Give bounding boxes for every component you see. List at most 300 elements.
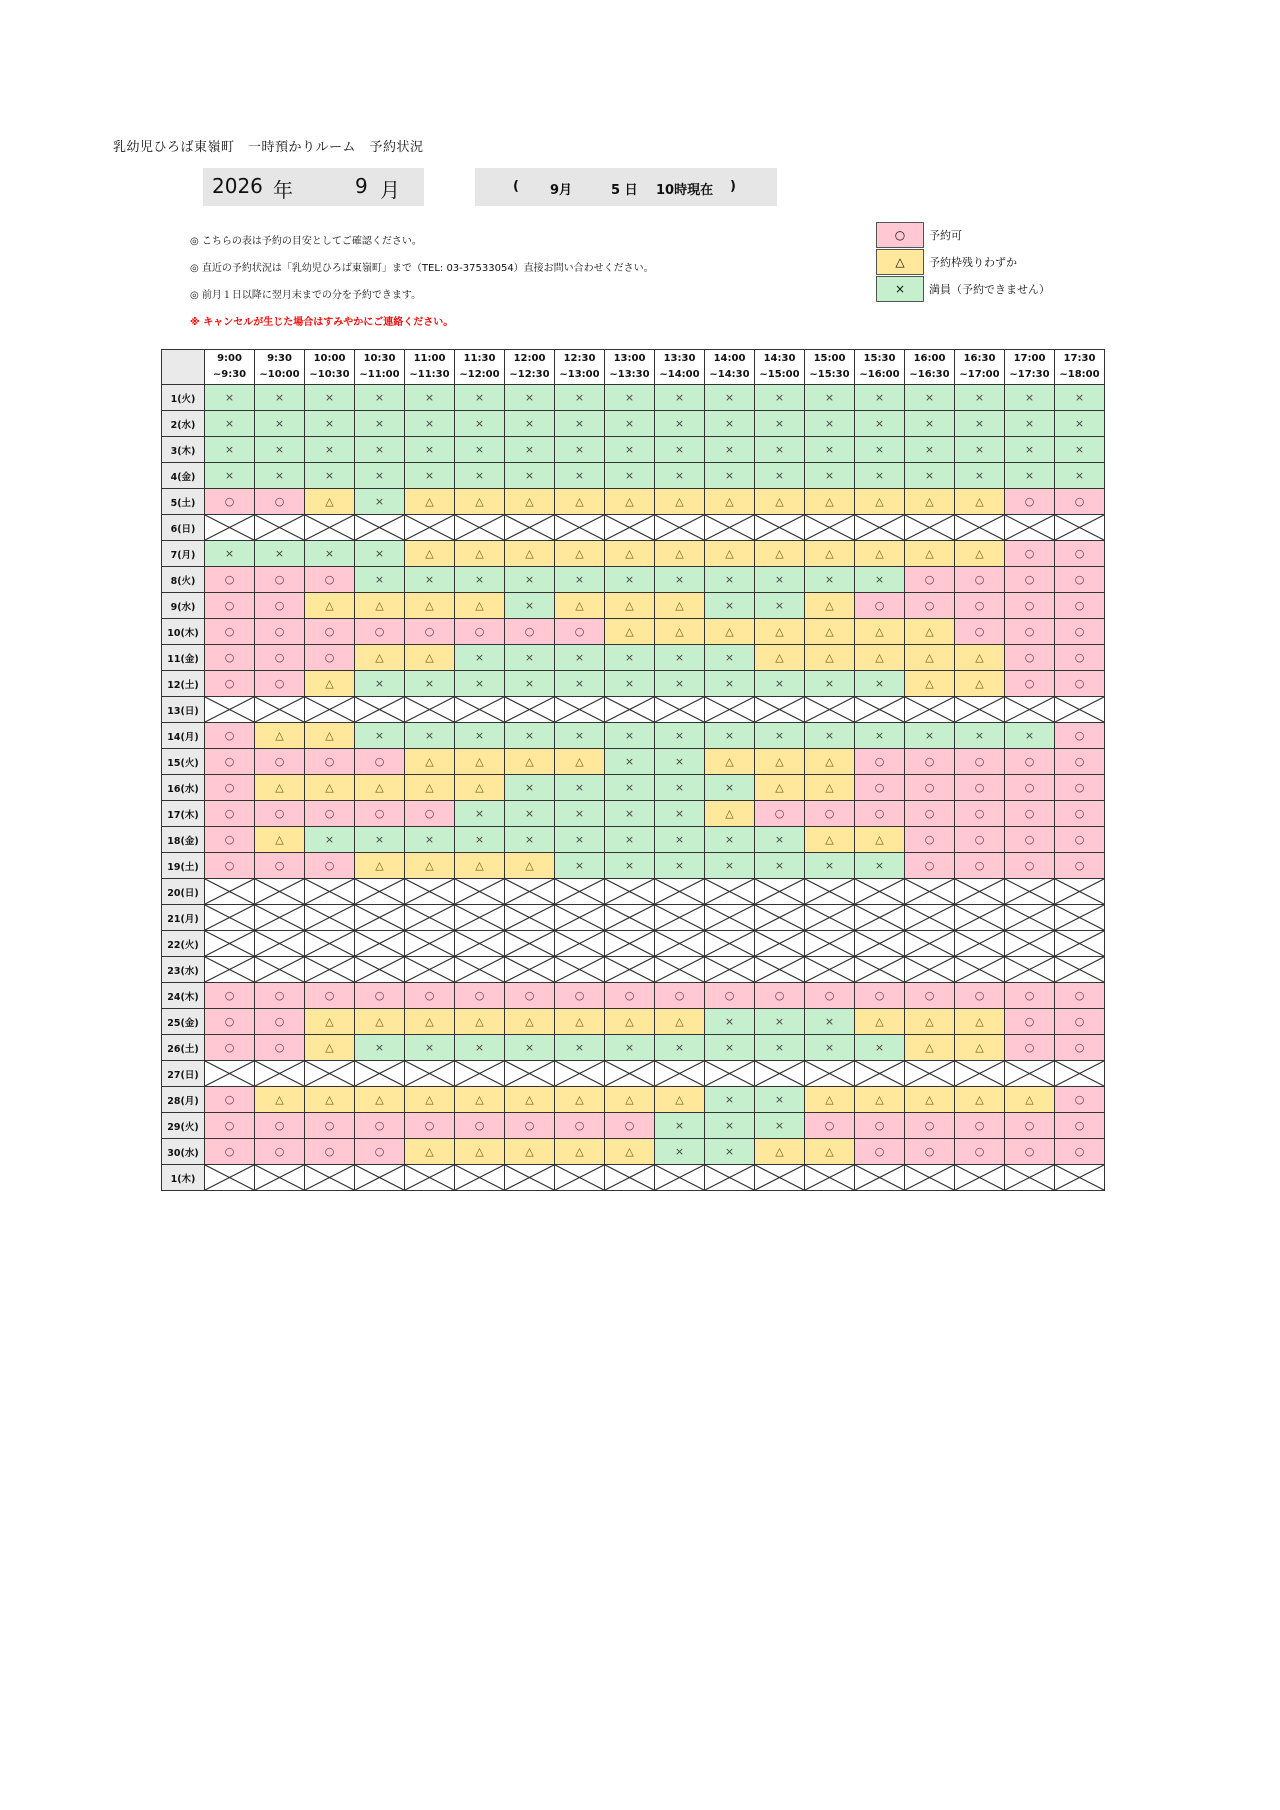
slot-few-left: △ — [955, 489, 1005, 515]
slot-few-left: △ — [455, 775, 505, 801]
closed-cross-icon — [205, 1061, 254, 1086]
table-row — [162, 1165, 1105, 1191]
slot-full: × — [705, 827, 755, 853]
slot-full: × — [505, 593, 555, 619]
slot-closed — [655, 515, 705, 541]
day-label: 30(水) — [162, 1139, 205, 1165]
slot-closed — [955, 1061, 1005, 1087]
slot-few-left: △ — [805, 1139, 855, 1165]
slot-few-left: △ — [605, 1087, 655, 1113]
closed-cross-icon — [255, 515, 304, 540]
page-title: 乳幼児ひろば東嶺町 一時預かりルーム 予約状況 — [113, 140, 424, 155]
slot-available: ○ — [1005, 775, 1055, 801]
slot-few-left: △ — [455, 541, 505, 567]
closed-cross-icon — [405, 1061, 454, 1086]
slot-available: ○ — [255, 489, 305, 515]
slot-full: × — [805, 1035, 855, 1061]
slot-full: × — [455, 567, 505, 593]
slot-few-left: △ — [305, 593, 355, 619]
slot-available: ○ — [455, 619, 505, 645]
slot-full: × — [455, 801, 505, 827]
slot-full: × — [405, 437, 455, 463]
slot-few-left: △ — [305, 671, 355, 697]
slot-full: × — [705, 437, 755, 463]
day-label: 9(水) — [162, 593, 205, 619]
slot-full: × — [755, 593, 805, 619]
slot-available: ○ — [255, 983, 305, 1009]
closed-cross-icon — [605, 1165, 654, 1190]
slot-full: × — [705, 1087, 755, 1113]
slot-closed — [555, 879, 605, 905]
slot-full: × — [655, 1035, 705, 1061]
closed-cross-icon — [1005, 905, 1054, 930]
closed-cross-icon — [205, 879, 254, 904]
slot-closed — [355, 879, 405, 905]
closed-cross-icon — [505, 697, 554, 722]
closed-cross-icon — [855, 957, 904, 982]
legend-swatch: × — [876, 276, 924, 302]
slot-full: × — [755, 671, 805, 697]
slot-available: ○ — [455, 983, 505, 1009]
legend-label: 予約可 — [929, 228, 962, 242]
slot-full: × — [455, 1035, 505, 1061]
slot-full: × — [555, 801, 605, 827]
table-row — [162, 385, 1105, 411]
slot-closed — [955, 1165, 1005, 1191]
time-slot-header: 12:00 ~12:30 — [505, 350, 555, 385]
slot-available: ○ — [205, 489, 255, 515]
closed-cross-icon — [805, 957, 854, 982]
slot-closed — [355, 1061, 405, 1087]
closed-cross-icon — [855, 905, 904, 930]
slot-full: × — [605, 437, 655, 463]
slot-available: ○ — [205, 723, 255, 749]
slot-closed — [505, 515, 555, 541]
slot-closed — [1005, 515, 1055, 541]
closed-cross-icon — [1005, 931, 1054, 956]
slot-full: × — [255, 411, 305, 437]
slot-available: ○ — [555, 1113, 605, 1139]
closed-cross-icon — [655, 931, 704, 956]
slot-full: × — [605, 411, 655, 437]
month-value: 9 — [355, 174, 368, 198]
closed-cross-icon — [205, 905, 254, 930]
closed-cross-icon — [705, 879, 754, 904]
day-label: 25(金) — [162, 1009, 205, 1035]
slot-few-left: △ — [555, 1009, 605, 1035]
slot-closed — [405, 697, 455, 723]
slot-full: × — [1005, 411, 1055, 437]
slot-full: × — [455, 437, 505, 463]
slot-few-left: △ — [655, 1087, 705, 1113]
slot-full: × — [355, 489, 405, 515]
slot-few-left: △ — [655, 1009, 705, 1035]
slot-closed — [705, 1061, 755, 1087]
day-label: 27(日) — [162, 1061, 205, 1087]
slot-available: ○ — [205, 853, 255, 879]
closed-cross-icon — [405, 957, 454, 982]
slot-available: ○ — [955, 1113, 1005, 1139]
slot-available: ○ — [255, 645, 305, 671]
time-slot-header: 12:30 ~13:00 — [555, 350, 605, 385]
slot-full: × — [405, 671, 455, 697]
slot-available: ○ — [855, 1113, 905, 1139]
slot-full: × — [555, 853, 605, 879]
closed-cross-icon — [455, 1061, 504, 1086]
slot-available: ○ — [305, 853, 355, 879]
closed-cross-icon — [455, 879, 504, 904]
slot-closed — [1055, 931, 1105, 957]
slot-full: × — [655, 827, 705, 853]
slot-available: ○ — [955, 593, 1005, 619]
table-row — [162, 567, 1105, 593]
slot-available: ○ — [205, 775, 255, 801]
reservation-body — [162, 385, 1105, 1191]
slot-full: × — [455, 411, 505, 437]
slot-full: × — [705, 385, 755, 411]
legend-item-available — [876, 221, 1050, 248]
slot-closed — [1055, 879, 1105, 905]
day-label: 29(火) — [162, 1113, 205, 1139]
closed-cross-icon — [655, 697, 704, 722]
closed-cross-icon — [455, 905, 504, 930]
slot-available: ○ — [305, 567, 355, 593]
legend-item-few-left — [876, 248, 1050, 275]
slot-available: ○ — [605, 1113, 655, 1139]
slot-few-left: △ — [955, 1035, 1005, 1061]
slot-full: × — [205, 437, 255, 463]
slot-full: × — [905, 411, 955, 437]
slot-available: ○ — [955, 827, 1005, 853]
slot-closed — [505, 1165, 555, 1191]
closed-cross-icon — [405, 697, 454, 722]
slot-available: ○ — [855, 749, 905, 775]
slot-closed — [205, 879, 255, 905]
slot-full: × — [905, 463, 955, 489]
slot-closed — [1005, 697, 1055, 723]
slot-full: × — [255, 463, 305, 489]
closed-cross-icon — [205, 931, 254, 956]
closed-cross-icon — [605, 697, 654, 722]
slot-few-left: △ — [355, 645, 405, 671]
slot-full: × — [805, 567, 855, 593]
slot-available: ○ — [1005, 749, 1055, 775]
closed-cross-icon — [255, 697, 304, 722]
slot-available: ○ — [905, 749, 955, 775]
slot-available: ○ — [1005, 671, 1055, 697]
day-label: 20(日) — [162, 879, 205, 905]
slot-few-left: △ — [705, 489, 755, 515]
slot-closed — [1005, 931, 1055, 957]
slot-closed — [605, 879, 655, 905]
slot-available: ○ — [355, 1139, 405, 1165]
slot-full: × — [405, 723, 455, 749]
slot-few-left: △ — [655, 619, 705, 645]
closed-cross-icon — [655, 515, 704, 540]
slot-closed — [655, 1061, 705, 1087]
closed-cross-icon — [555, 879, 604, 904]
status-time: 10時現在 — [656, 183, 714, 198]
slot-closed — [955, 931, 1005, 957]
closed-cross-icon — [305, 515, 354, 540]
slot-available: ○ — [355, 983, 405, 1009]
slot-closed — [555, 1061, 605, 1087]
slot-available: ○ — [955, 567, 1005, 593]
slot-available: ○ — [305, 749, 355, 775]
slot-available: ○ — [305, 801, 355, 827]
slot-available: ○ — [1055, 593, 1105, 619]
slot-closed — [855, 1061, 905, 1087]
slot-few-left: △ — [805, 489, 855, 515]
slot-available: ○ — [1005, 1113, 1055, 1139]
slot-closed — [405, 879, 455, 905]
closed-cross-icon — [705, 905, 754, 930]
slot-available: ○ — [755, 983, 805, 1009]
table-row — [162, 905, 1105, 931]
closed-cross-icon — [405, 1165, 454, 1190]
table-row — [162, 1061, 1105, 1087]
slot-closed — [605, 931, 655, 957]
slot-few-left: △ — [255, 1087, 305, 1113]
table-row — [162, 1087, 1105, 1113]
table-row — [162, 515, 1105, 541]
slot-few-left: △ — [805, 593, 855, 619]
slot-closed — [905, 957, 955, 983]
slot-few-left: △ — [405, 853, 455, 879]
slot-closed — [855, 879, 905, 905]
slot-closed — [855, 1165, 905, 1191]
slot-closed — [305, 697, 355, 723]
slot-available: ○ — [255, 567, 305, 593]
closed-cross-icon — [555, 957, 604, 982]
slot-full: × — [555, 775, 605, 801]
day-label: 8(火) — [162, 567, 205, 593]
slot-full: × — [555, 411, 605, 437]
table-row — [162, 801, 1105, 827]
slot-few-left: △ — [855, 541, 905, 567]
slot-closed — [655, 905, 705, 931]
slot-few-left: △ — [405, 593, 455, 619]
slot-full: × — [605, 801, 655, 827]
slot-available: ○ — [205, 801, 255, 827]
closed-cross-icon — [805, 697, 854, 722]
slot-closed — [1005, 1061, 1055, 1087]
status-day: 5 日 — [611, 183, 638, 198]
slot-closed — [805, 931, 855, 957]
time-slot-header: 16:30 ~17:00 — [955, 350, 1005, 385]
slot-full: × — [705, 567, 755, 593]
slot-closed — [905, 515, 955, 541]
slot-few-left: △ — [855, 1087, 905, 1113]
slot-closed — [605, 957, 655, 983]
year-unit: 年 — [273, 178, 293, 202]
slot-closed — [355, 697, 405, 723]
slot-closed — [455, 905, 505, 931]
slot-full: × — [555, 385, 605, 411]
slot-few-left: △ — [355, 853, 405, 879]
slot-available: ○ — [955, 853, 1005, 879]
closed-cross-icon — [355, 879, 404, 904]
slot-available: ○ — [355, 749, 405, 775]
slot-few-left: △ — [505, 489, 555, 515]
slot-available: ○ — [1005, 489, 1055, 515]
slot-closed — [255, 931, 305, 957]
slot-full: × — [355, 541, 405, 567]
slot-few-left: △ — [505, 749, 555, 775]
slot-few-left: △ — [605, 541, 655, 567]
slot-closed — [305, 1061, 355, 1087]
slot-available: ○ — [855, 983, 905, 1009]
closed-cross-icon — [505, 879, 554, 904]
closed-cross-icon — [505, 515, 554, 540]
closed-cross-icon — [705, 931, 754, 956]
closed-cross-icon — [205, 957, 254, 982]
slot-available: ○ — [1005, 1035, 1055, 1061]
slot-available: ○ — [1055, 1035, 1105, 1061]
table-row — [162, 1113, 1105, 1139]
slot-full: × — [655, 853, 705, 879]
slot-few-left: △ — [805, 749, 855, 775]
slot-available: ○ — [205, 619, 255, 645]
slot-closed — [355, 957, 405, 983]
slot-closed — [455, 879, 505, 905]
slot-available: ○ — [405, 1113, 455, 1139]
slot-available: ○ — [1055, 1139, 1105, 1165]
slot-closed — [955, 879, 1005, 905]
slot-closed — [805, 515, 855, 541]
slot-closed — [405, 957, 455, 983]
slot-available: ○ — [905, 801, 955, 827]
slot-available: ○ — [205, 1035, 255, 1061]
time-slot-header: 9:00 ~9:30 — [205, 350, 255, 385]
slot-few-left: △ — [905, 645, 955, 671]
slot-full: × — [605, 749, 655, 775]
slot-full: × — [555, 723, 605, 749]
slot-few-left: △ — [255, 723, 305, 749]
closed-cross-icon — [305, 931, 354, 956]
time-slot-header: 13:30 ~14:00 — [655, 350, 705, 385]
slot-available: ○ — [755, 801, 805, 827]
slot-few-left: △ — [455, 489, 505, 515]
closed-cross-icon — [305, 1061, 354, 1086]
slot-available: ○ — [255, 1113, 305, 1139]
day-label: 2(水) — [162, 411, 205, 437]
closed-cross-icon — [705, 515, 754, 540]
slot-full: × — [205, 385, 255, 411]
slot-full: × — [305, 463, 355, 489]
slot-full: × — [255, 385, 305, 411]
slot-available: ○ — [205, 1139, 255, 1165]
slot-few-left: △ — [555, 749, 605, 775]
slot-closed — [955, 905, 1005, 931]
table-row — [162, 1139, 1105, 1165]
month-unit: 月 — [380, 178, 400, 202]
slot-full: × — [505, 827, 555, 853]
slot-closed — [555, 957, 605, 983]
table-row — [162, 593, 1105, 619]
slot-full: × — [955, 723, 1005, 749]
slot-full: × — [305, 411, 355, 437]
closed-cross-icon — [455, 515, 504, 540]
closed-cross-icon — [255, 1165, 304, 1190]
closed-cross-icon — [1055, 957, 1104, 982]
day-label: 1(木) — [162, 1165, 205, 1191]
slot-available: ○ — [205, 645, 255, 671]
day-label: 15(火) — [162, 749, 205, 775]
slot-full: × — [1005, 437, 1055, 463]
slot-full: × — [1055, 437, 1105, 463]
slot-full: × — [505, 723, 555, 749]
slot-full: × — [505, 645, 555, 671]
table-row — [162, 879, 1105, 905]
slot-full: × — [705, 593, 755, 619]
table-row — [162, 697, 1105, 723]
slot-full: × — [555, 645, 605, 671]
slot-closed — [1005, 1165, 1055, 1191]
slot-few-left: △ — [405, 1139, 455, 1165]
year-value: 2026 — [212, 174, 263, 198]
slot-closed — [755, 931, 805, 957]
day-label: 4(金) — [162, 463, 205, 489]
closed-cross-icon — [555, 1061, 604, 1086]
slot-few-left: △ — [605, 593, 655, 619]
slot-closed — [655, 1165, 705, 1191]
slot-few-left: △ — [905, 541, 955, 567]
slot-few-left: △ — [955, 645, 1005, 671]
day-label: 12(土) — [162, 671, 205, 697]
slot-full: × — [705, 723, 755, 749]
closed-cross-icon — [955, 515, 1004, 540]
slot-closed — [705, 905, 755, 931]
time-slot-header: 11:30 ~12:00 — [455, 350, 505, 385]
slot-full: × — [755, 385, 805, 411]
slot-available: ○ — [255, 1009, 305, 1035]
slot-available: ○ — [205, 1009, 255, 1035]
slot-available: ○ — [855, 1139, 905, 1165]
slot-full: × — [655, 437, 705, 463]
slot-closed — [555, 697, 605, 723]
slot-closed — [655, 931, 705, 957]
slot-few-left: △ — [705, 541, 755, 567]
slot-available: ○ — [355, 1113, 405, 1139]
slot-full: × — [405, 463, 455, 489]
slot-full: × — [655, 723, 705, 749]
closed-cross-icon — [305, 1165, 354, 1190]
slot-closed — [705, 1165, 755, 1191]
slot-closed — [205, 1061, 255, 1087]
slot-closed — [1055, 905, 1105, 931]
closed-cross-icon — [805, 515, 854, 540]
slot-full: × — [805, 463, 855, 489]
time-slot-header: 11:00 ~11:30 — [405, 350, 455, 385]
slot-available: ○ — [1005, 593, 1055, 619]
slot-closed — [205, 1165, 255, 1191]
slot-few-left: △ — [305, 489, 355, 515]
slot-available: ○ — [1055, 671, 1105, 697]
day-label: 21(月) — [162, 905, 205, 931]
slot-full: × — [655, 463, 705, 489]
slot-closed — [805, 879, 855, 905]
slot-full: × — [805, 1009, 855, 1035]
table-row — [162, 957, 1105, 983]
slot-available: ○ — [955, 983, 1005, 1009]
slot-available: ○ — [1005, 1139, 1055, 1165]
slot-few-left: △ — [255, 827, 305, 853]
slot-full: × — [655, 1113, 705, 1139]
slot-few-left: △ — [655, 541, 705, 567]
closed-cross-icon — [955, 957, 1004, 982]
slot-closed — [955, 515, 1005, 541]
